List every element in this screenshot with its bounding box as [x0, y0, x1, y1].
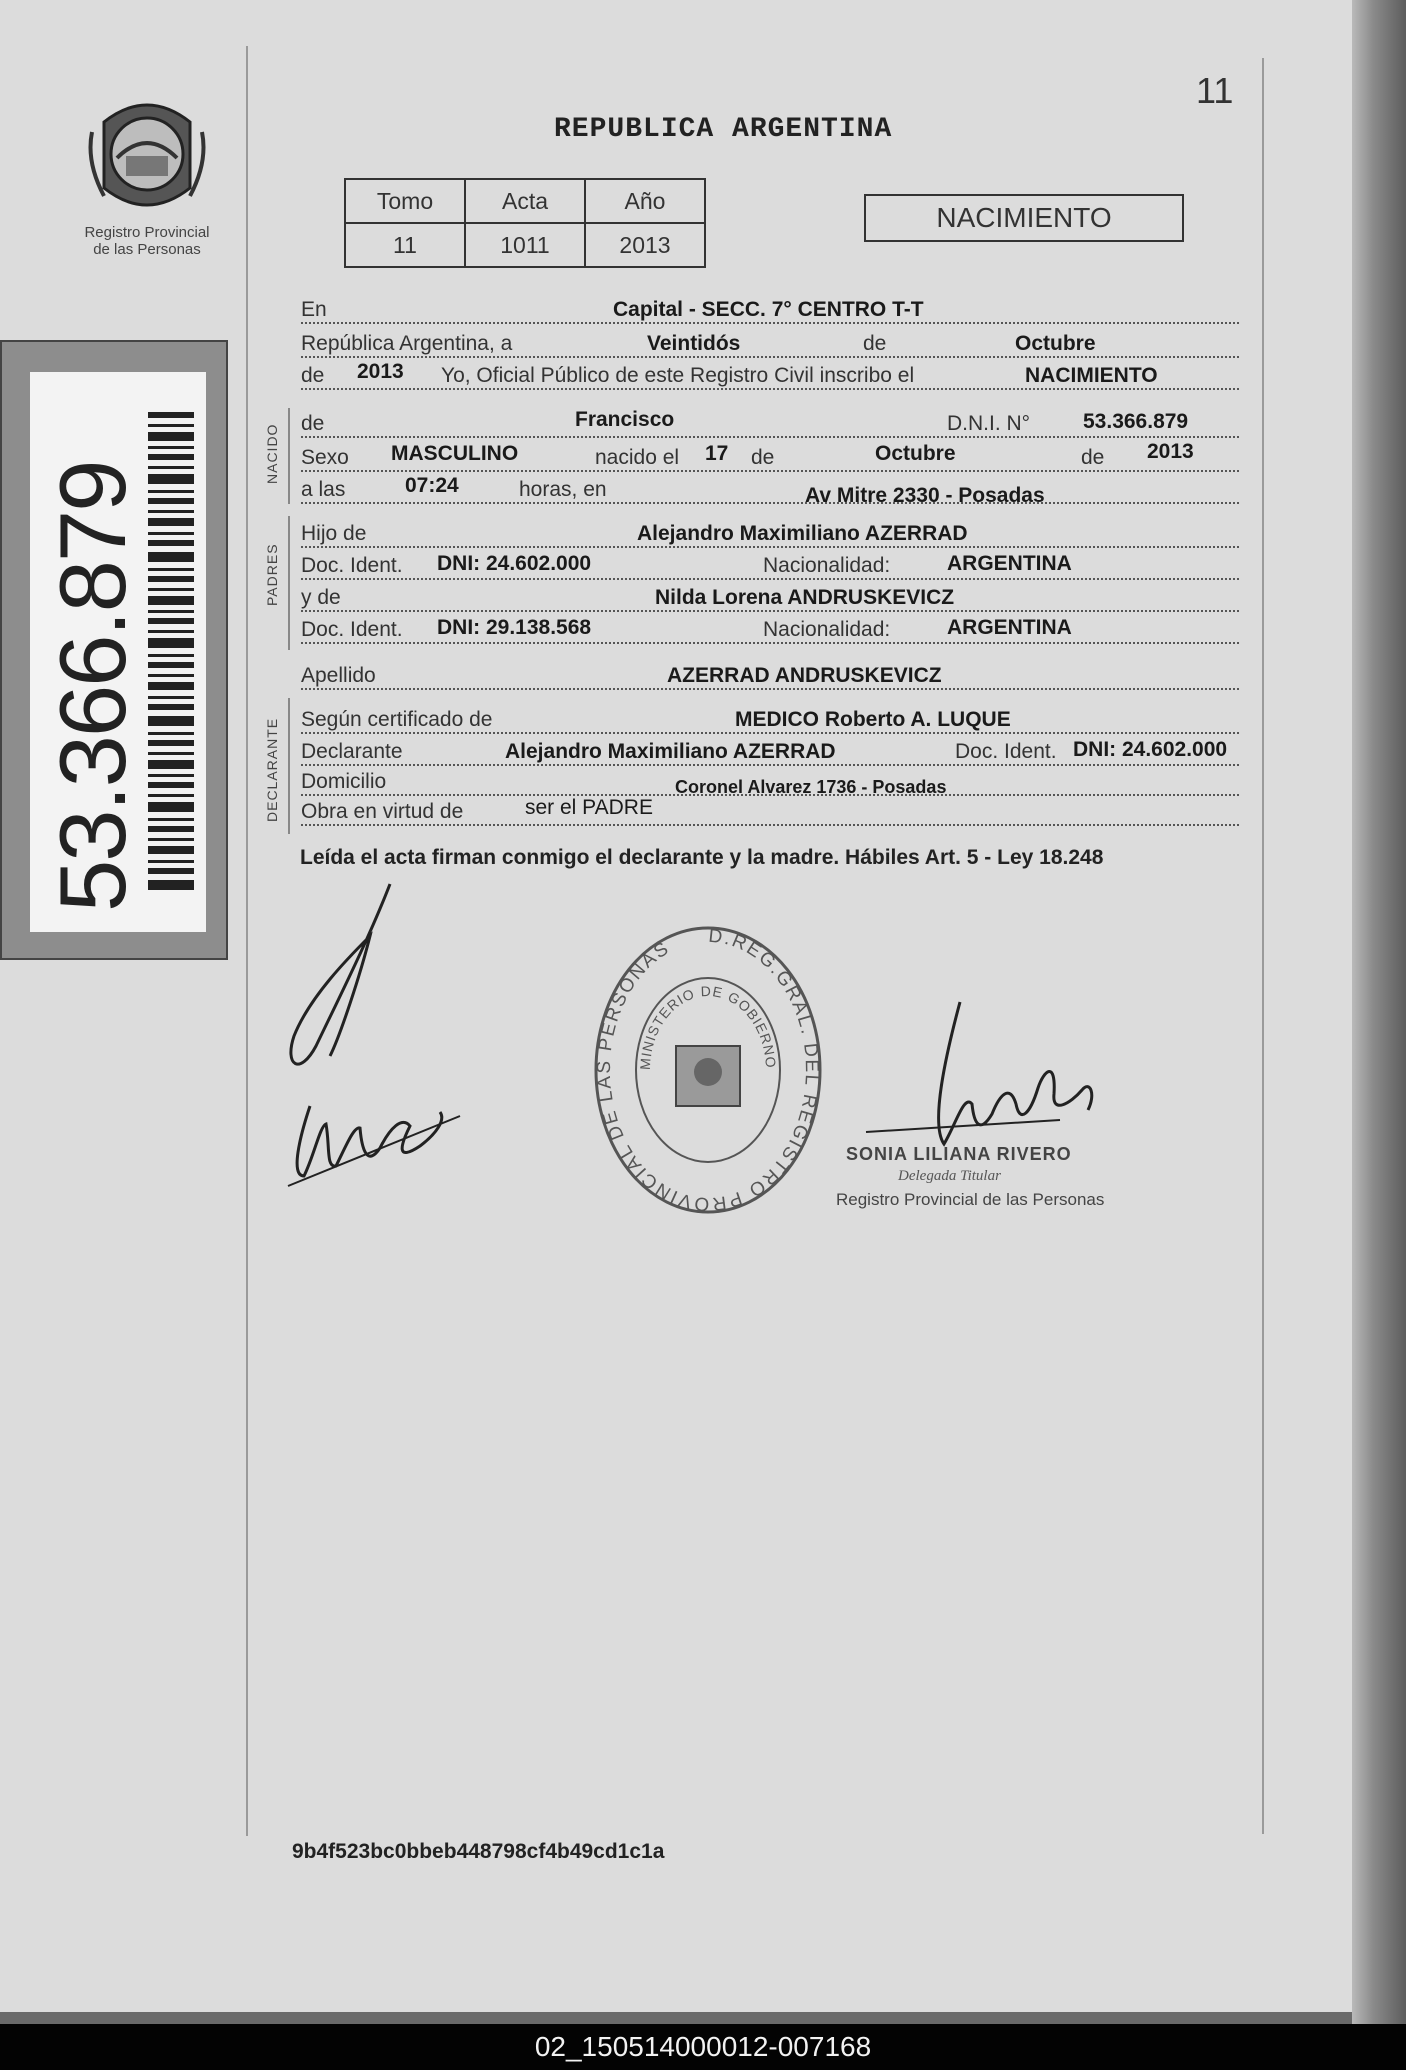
nac1-label: Nacionalidad: — [763, 554, 891, 577]
dotted-line — [301, 688, 1239, 690]
republica-label: República Argentina, a — [301, 332, 513, 355]
obra-label: Obra en virtud de — [301, 800, 464, 823]
row-obra — [301, 796, 1239, 830]
birth-day-value: 17 — [705, 442, 729, 465]
father-value: Alejandro Maximiliano AZERRAD — [637, 522, 968, 545]
day-value: Veintidós — [647, 332, 741, 355]
officer-title: Delegada Titular — [898, 1168, 1001, 1184]
month-value: Octubre — [1015, 332, 1096, 355]
barcode-label — [30, 372, 206, 932]
hijo-label: Hijo de — [301, 522, 367, 545]
dotted-line — [301, 824, 1239, 826]
nac2-label: Nacionalidad: — [763, 618, 891, 641]
sexo-value: MASCULINO — [391, 442, 519, 465]
register-table — [344, 178, 706, 268]
section-label-nacido: NACIDO — [264, 423, 280, 484]
row-republica — [301, 332, 1239, 362]
barcode-bars — [148, 412, 194, 892]
register-table-value-row — [345, 223, 705, 267]
row-segun — [301, 708, 1239, 738]
de5-label: de — [1081, 446, 1105, 469]
row-yde — [301, 586, 1239, 616]
crest-emblem — [84, 92, 210, 218]
declarant-signatures — [270, 876, 470, 1206]
dotted-line — [301, 764, 1239, 766]
document-hash: 9b4f523bc0bbeb448798cf4b49cd1c1a — [292, 1840, 665, 1863]
de-label: de — [863, 332, 887, 355]
registry-label-line2: de las Personas — [93, 241, 201, 258]
yde-label: y de — [301, 586, 341, 609]
domicilio-value: Coronel Alvarez 1736 - Posadas — [675, 777, 947, 797]
officer-org: Registro Provincial de las Personas — [836, 1190, 1105, 1209]
nac1-value: ARGENTINA — [947, 552, 1072, 575]
row-doc2 — [301, 618, 1239, 648]
sexo-label: Sexo — [301, 446, 349, 469]
doc3-value: DNI: 24.602.000 — [1073, 738, 1228, 761]
row-declarante — [301, 740, 1239, 770]
page-number: 11 — [1196, 70, 1234, 111]
row-name — [301, 408, 1239, 442]
doc1-value: DNI: 24.602.000 — [437, 552, 592, 575]
de4-label: de — [751, 446, 775, 469]
acta-header: Acta — [465, 179, 585, 223]
dni-value: 53.366.879 — [1083, 410, 1189, 433]
footer-id: 02_150514000012-007168 — [0, 2024, 1406, 2070]
scan-edge-shadow — [1352, 0, 1406, 2030]
en-label: En — [301, 298, 327, 321]
closing-statement: Leída el acta firman conmigo el declarante y la madre. Hábiles Art. 5 - Ley 18.248 — [300, 846, 1104, 869]
barcode-number: 53.366.879 — [40, 461, 145, 912]
doc2-label: Doc. Ident. — [301, 618, 403, 641]
dotted-line — [301, 470, 1239, 472]
de3-label: de — [301, 412, 325, 435]
dotted-line — [301, 322, 1239, 324]
row-apellido — [301, 664, 1239, 694]
register-table-header-row — [345, 179, 705, 223]
section-label-padres: PADRES — [264, 543, 280, 606]
section-label-declarante: DECLARANTE — [264, 717, 280, 822]
doc1-label: Doc. Ident. — [301, 554, 403, 577]
dotted-line — [301, 546, 1239, 548]
dotted-line — [301, 502, 1239, 504]
row-en — [301, 298, 1239, 328]
birth-year-value: 2013 — [1147, 440, 1194, 463]
ano-header: Año — [585, 179, 705, 223]
seal-outer-text: D.REG.GRAL. DEL REGISTRO PROVINCIAL DE LAS PERSONAS — [593, 925, 823, 1215]
row-time-place — [301, 474, 1239, 508]
left-margin-line — [246, 46, 248, 1836]
declarante-label: Declarante — [301, 740, 403, 763]
tomo-value: 11 — [345, 223, 465, 267]
apellido-value: AZERRAD ANDRUSKEVICZ — [667, 664, 942, 687]
row-domicilio — [301, 770, 1239, 800]
section-bar-declarante — [288, 698, 290, 834]
acta-value: 1011 — [465, 223, 585, 267]
row-hijo — [301, 522, 1239, 552]
ano-value: 2013 — [585, 223, 705, 267]
dotted-line — [301, 578, 1239, 580]
barcode-card — [0, 340, 228, 960]
en-value: Capital - SECC. 7° CENTRO T-T — [613, 298, 924, 321]
official-seal — [588, 920, 828, 1220]
event-value: NACIMIENTO — [1025, 364, 1158, 387]
alas-label: a las — [301, 478, 346, 501]
segun-label: Según certificado de — [301, 708, 493, 731]
place-value: Av Mitre 2330 - Posadas — [805, 484, 1045, 507]
de2-label: de — [301, 364, 325, 387]
doc3-label: Doc. Ident. — [955, 740, 1057, 763]
statement-text: Yo, Oficial Público de este Registro Civil inscribo el — [441, 364, 915, 387]
declarante-value: Alejandro Maximiliano AZERRAD — [505, 740, 836, 763]
obra-value: ser el PADRE — [525, 796, 653, 819]
dotted-line — [301, 436, 1239, 438]
dotted-line — [301, 356, 1239, 358]
apellido-label: Apellido — [301, 664, 376, 687]
section-bar-padres — [288, 516, 290, 650]
year-value: 2013 — [357, 360, 404, 383]
seal-inner-text: MINISTERIO DE GOBIERNO — [636, 982, 780, 1071]
cert-value: MEDICO Roberto A. LUQUE — [735, 708, 1011, 731]
header-title: REPUBLICA ARGENTINA — [554, 114, 893, 145]
name-value: Francisco — [575, 408, 675, 431]
registry-label — [66, 224, 228, 258]
dotted-line — [301, 388, 1239, 390]
record-type-box: NACIMIENTO — [864, 194, 1184, 242]
dni-label: D.N.I. N° — [947, 412, 1031, 435]
section-bar-nacido — [288, 408, 290, 504]
row-statement — [301, 360, 1239, 394]
nac2-value: ARGENTINA — [947, 616, 1072, 639]
nacido-label: nacido el — [595, 446, 680, 469]
officer-name: SONIA LILIANA RIVERO — [846, 1144, 1072, 1164]
tomo-header: Tomo — [345, 179, 465, 223]
horas-label: horas, en — [519, 478, 607, 501]
mother-value: Nilda Lorena ANDRUSKEVICZ — [655, 586, 955, 609]
doc2-value: DNI: 29.138.568 — [437, 616, 592, 639]
dotted-line — [301, 610, 1239, 612]
dotted-line — [301, 732, 1239, 734]
domicilio-label: Domicilio — [301, 770, 387, 793]
right-margin-line — [1262, 58, 1264, 1834]
time-value: 07:24 — [405, 474, 459, 497]
registry-label-line1: Registro Provincial — [84, 224, 210, 241]
birth-month-value: Octubre — [875, 442, 956, 465]
row-sexo — [301, 440, 1239, 476]
dotted-line — [301, 642, 1239, 644]
row-doc1 — [301, 554, 1239, 584]
